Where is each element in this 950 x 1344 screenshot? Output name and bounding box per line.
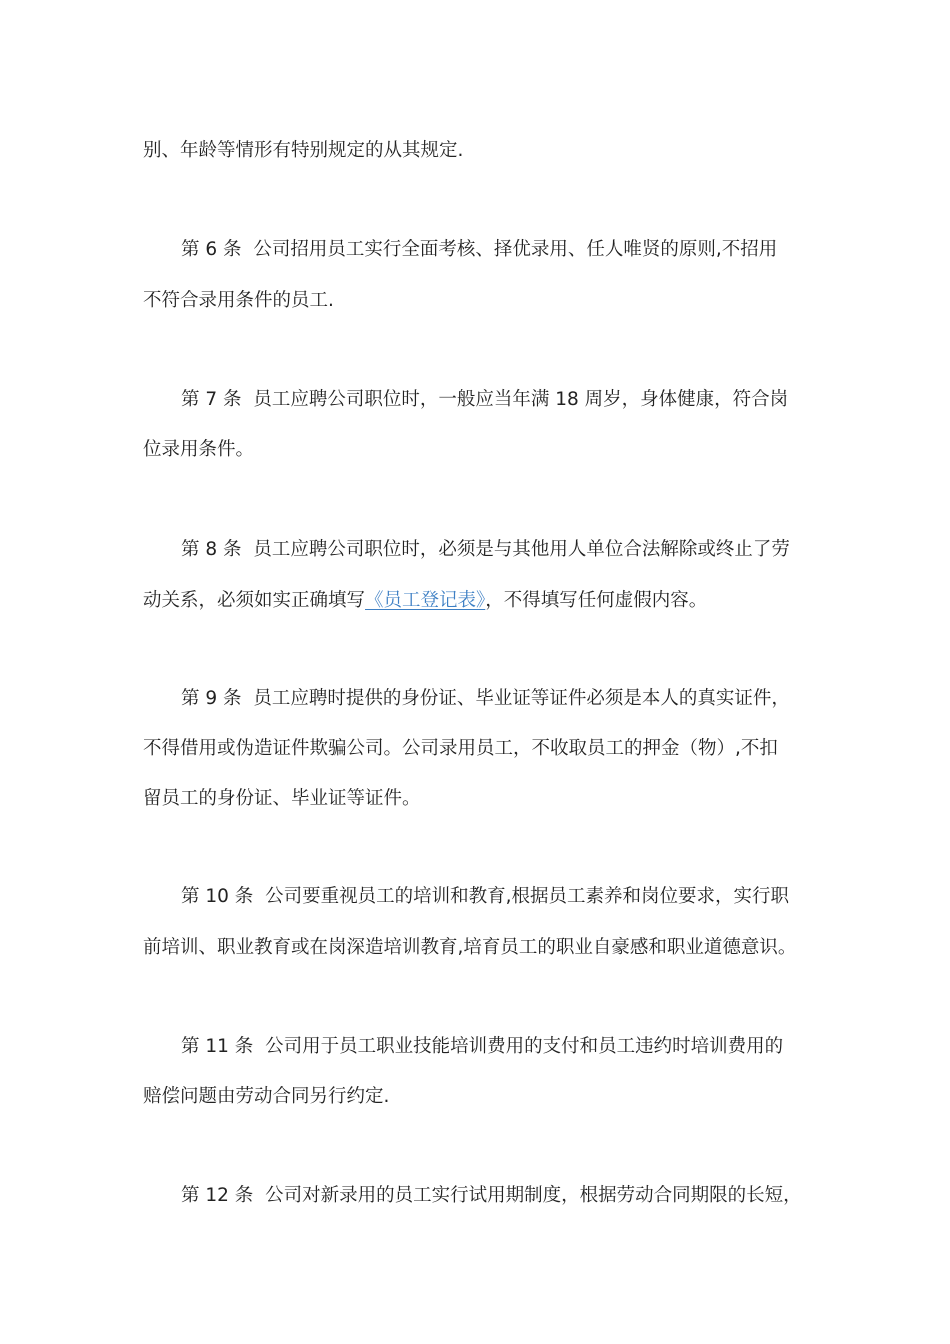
article-11-text-line2: 赔偿问题由劳动合同另行约定. [143, 1086, 390, 1107]
article-12-line1 [181, 1184, 802, 1208]
article-12-label: 第 12 条 [181, 1185, 254, 1206]
article-10-text-line2: 前培训、职业教育或在岗深造培训教育,培育员工的职业自豪感和职业道德意识。 [143, 937, 797, 958]
article-8-text-line1: 员工应聘公司职位时，必须是与其他用人单位合法解除或终止了劳 [253, 539, 790, 560]
article-8-line1 [181, 538, 790, 562]
article-9-line3 [143, 787, 421, 811]
article-7-text-line2: 位录用条件。 [143, 439, 255, 460]
article-5-text-line1: 别、年龄等情形有特别规定的从其规定. [143, 140, 464, 161]
article-8-label: 第 8 条 [181, 539, 242, 560]
article-9-text-line1: 员工应聘时提供的身份证、毕业证等证件必须是本人的真实证件， [253, 688, 790, 709]
article-7-text-line1: 员工应聘公司职位时，一般应当年满 18 周岁，身体健康，符合岗 [253, 389, 789, 410]
article-9-line1 [181, 687, 790, 711]
article-6-label: 第 6 条 [181, 239, 242, 260]
article-6-line2 [143, 289, 334, 313]
article-11-line2 [143, 1085, 389, 1109]
article-10-text-line1: 公司要重视员工的培训和教育,根据员工素养和岗位要求，实行职 [265, 886, 789, 907]
article-11-line1 [181, 1035, 783, 1059]
article-10-line2 [143, 936, 796, 960]
article-10-line1 [181, 885, 789, 909]
employee-registration-form-link[interactable]: 《员工登记表》 [365, 590, 486, 611]
article-7-line2 [143, 438, 254, 462]
article-12-text-line1: 公司对新录用的员工实行试用期制度，根据劳动合同期限的长短， [265, 1185, 802, 1206]
article-7-line1 [181, 388, 788, 412]
article-9-text-line3: 留员工的身份证、毕业证等证件。 [143, 788, 421, 809]
article-9-text-line2: 不得借用或伪造证件欺骗公司。公司录用员工，不收取员工的押金（物）,不扣 [143, 738, 778, 759]
article-8-text-line2-after: ，不得填写任何虚假内容。 [485, 590, 708, 611]
article-11-text-line1: 公司用于员工职业技能培训费用的支付和员工违约时培训费用的 [265, 1036, 784, 1057]
article-8-line2 [143, 589, 707, 613]
article-6-text-line1: 公司招用员工实行全面考核、择优录用、任人唯贤的原则,不招用 [253, 239, 778, 260]
article-11-label: 第 11 条 [181, 1036, 254, 1057]
article-9-label: 第 9 条 [181, 688, 242, 709]
article-6-text-line2: 不符合录用条件的员工. [143, 290, 334, 311]
article-10-label: 第 10 条 [181, 886, 254, 907]
article-7-label: 第 7 条 [181, 389, 242, 410]
article-6-line1 [181, 238, 777, 262]
article-9-line2 [143, 737, 778, 761]
article-8-text-line2-before: 动关系，必须如实正确填写 [143, 590, 366, 611]
article-5-continuation [143, 139, 463, 163]
